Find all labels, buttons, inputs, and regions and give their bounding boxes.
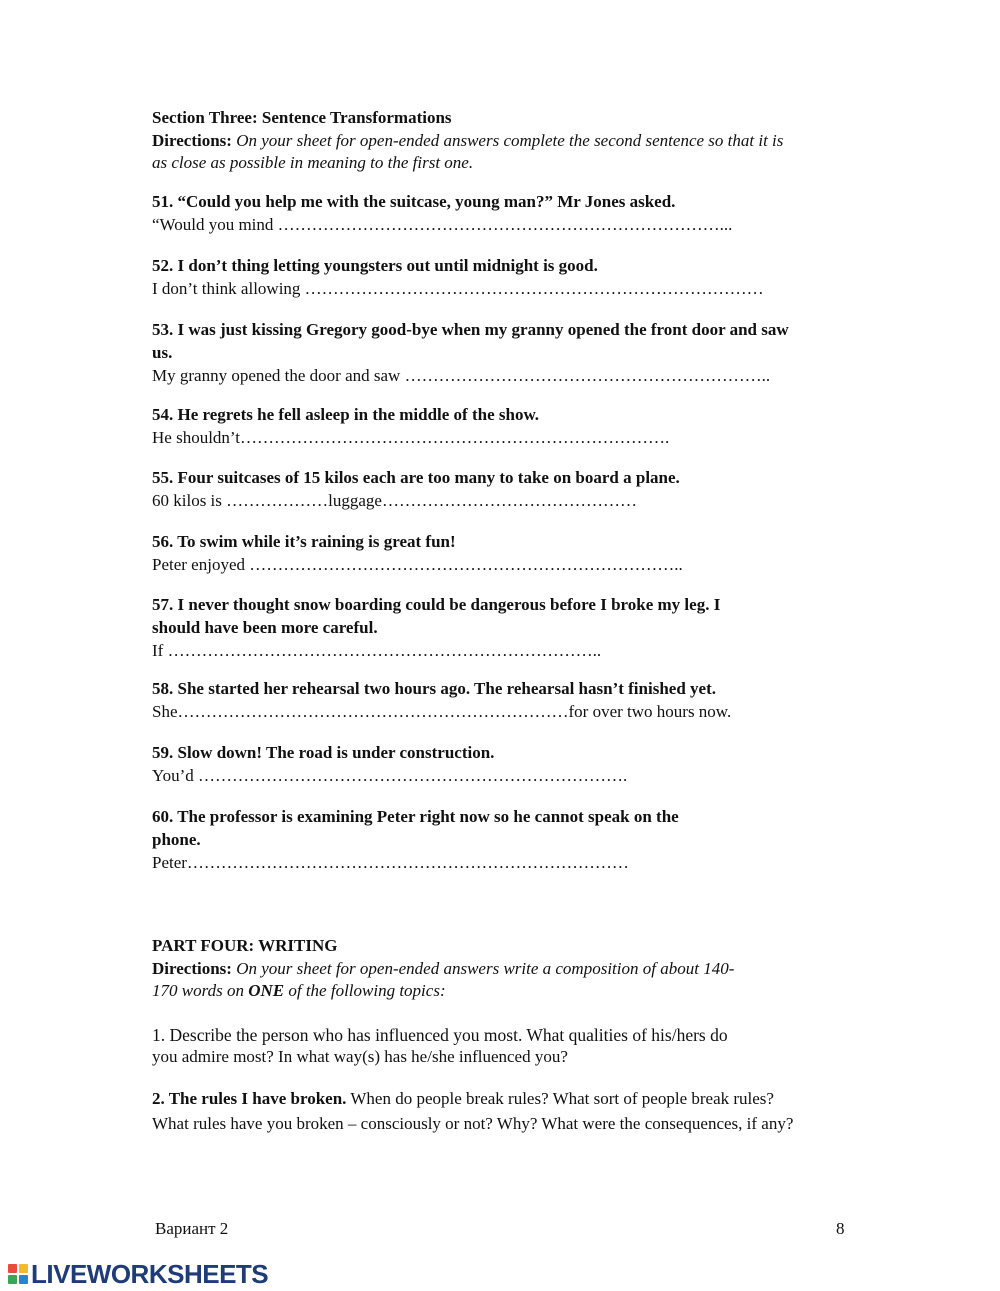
answer-line[interactable]: She……………………………………………………………for over two hours now. bbox=[152, 702, 732, 721]
topic-2-title: 2. The rules I have broken. bbox=[152, 1089, 347, 1108]
directions-text: of the following topics: bbox=[284, 981, 446, 1000]
question-prompt: 55. Four suitcases of 15 kilos each are too many to take on board a plane. bbox=[152, 468, 680, 487]
question-53 bbox=[152, 318, 789, 387]
question-52 bbox=[152, 254, 764, 300]
question-prompt: 52. I don’t thing letting youngsters out until midnight is good. bbox=[152, 256, 598, 275]
topic-1-line1: 1. Describe the person who has influenced you most. What qualities of his/hers do bbox=[152, 1025, 728, 1045]
answer-line[interactable]: My granny opened the door and saw ……………………………………………………….. bbox=[152, 366, 771, 385]
section-directions-line2: as close as possible in meaning to the first one. bbox=[152, 153, 474, 172]
directions-label: Directions: bbox=[152, 959, 232, 978]
part-four-directions-line1 bbox=[152, 958, 734, 980]
answer-line[interactable]: He shouldn’t…………………………………………………………………. bbox=[152, 428, 670, 447]
page-number: 8 bbox=[836, 1219, 845, 1238]
answer-line[interactable]: “Would you mind ……………………………………………………………………... bbox=[152, 215, 733, 234]
section-directions-line1 bbox=[152, 130, 783, 152]
question-prompt: 51. “Could you help me with the suitcase, young man?” Mr Jones asked. bbox=[152, 192, 676, 211]
topic-2-line2: What rules have you broken – consciously or not? Why? What were the consequences, if any? bbox=[152, 1114, 794, 1133]
question-prompt: 53. I was just kissing Gregory good-bye when my granny opened the front door and saw bbox=[152, 320, 789, 339]
question-55 bbox=[152, 466, 680, 512]
answer-line[interactable]: You’d …………………………………………………………………. bbox=[152, 766, 628, 785]
question-prompt-cont: phone. bbox=[152, 830, 201, 849]
topic-2-text: When do people break rules? What sort of people break rules? bbox=[346, 1089, 774, 1108]
directions-label: Directions: bbox=[152, 131, 232, 150]
question-58 bbox=[152, 677, 731, 723]
topic-1-line2: you admire most? In what way(s) has he/she influenced you? bbox=[152, 1047, 568, 1066]
logo-blocks-icon bbox=[8, 1264, 28, 1284]
answer-line[interactable]: Peter enjoyed ………………………………………………………………….. bbox=[152, 555, 683, 574]
answer-line[interactable]: Peter…………………………………………………………………… bbox=[152, 853, 629, 872]
liveworksheets-logo bbox=[8, 1260, 268, 1288]
footer-variant: Вариант 2 bbox=[155, 1219, 229, 1238]
answer-line[interactable]: I don’t think allowing ……………………………………………………………………… bbox=[152, 279, 764, 298]
question-56 bbox=[152, 530, 683, 576]
directions-emphasis: ONE bbox=[248, 981, 285, 1000]
answer-line[interactable]: If ………………………………………………………………….. bbox=[152, 641, 602, 660]
directions-text: On your sheet for open-ended answers complete the second sentence so that it is bbox=[236, 131, 784, 150]
part-four-directions-line2 bbox=[152, 980, 446, 1002]
section-title: Section Three: Sentence Transformations bbox=[152, 108, 452, 127]
question-prompt-cont: us. bbox=[152, 343, 173, 362]
logo-text: LIVEWORKSHEETS bbox=[31, 1258, 269, 1289]
question-prompt: 57. I never thought snow boarding could be dangerous before I broke my leg. I bbox=[152, 595, 721, 614]
directions-text: On your sheet for open-ended answers write a composition of about 140- bbox=[236, 959, 735, 978]
topic-2-line1 bbox=[152, 1088, 774, 1110]
question-57 bbox=[152, 593, 720, 662]
directions-text: 170 words on bbox=[152, 981, 249, 1000]
part-four-title: PART FOUR: WRITING bbox=[152, 936, 338, 955]
question-prompt-cont: should have been more careful. bbox=[152, 618, 378, 637]
question-prompt: 54. He regrets he fell asleep in the middle of the show. bbox=[152, 405, 540, 424]
question-prompt: 60. The professor is examining Peter right now so he cannot speak on the bbox=[152, 807, 679, 826]
question-59 bbox=[152, 741, 627, 787]
question-51 bbox=[152, 190, 732, 236]
question-60 bbox=[152, 805, 679, 874]
answer-line[interactable]: 60 kilos is ………………luggage……………………………………… bbox=[152, 491, 637, 510]
question-prompt: 56. To swim while it’s raining is great fun! bbox=[152, 532, 456, 551]
question-prompt: 58. She started her rehearsal two hours ago. The rehearsal hasn’t finished yet. bbox=[152, 679, 716, 698]
question-54 bbox=[152, 403, 669, 449]
question-prompt: 59. Slow down! The road is under construction. bbox=[152, 743, 495, 762]
